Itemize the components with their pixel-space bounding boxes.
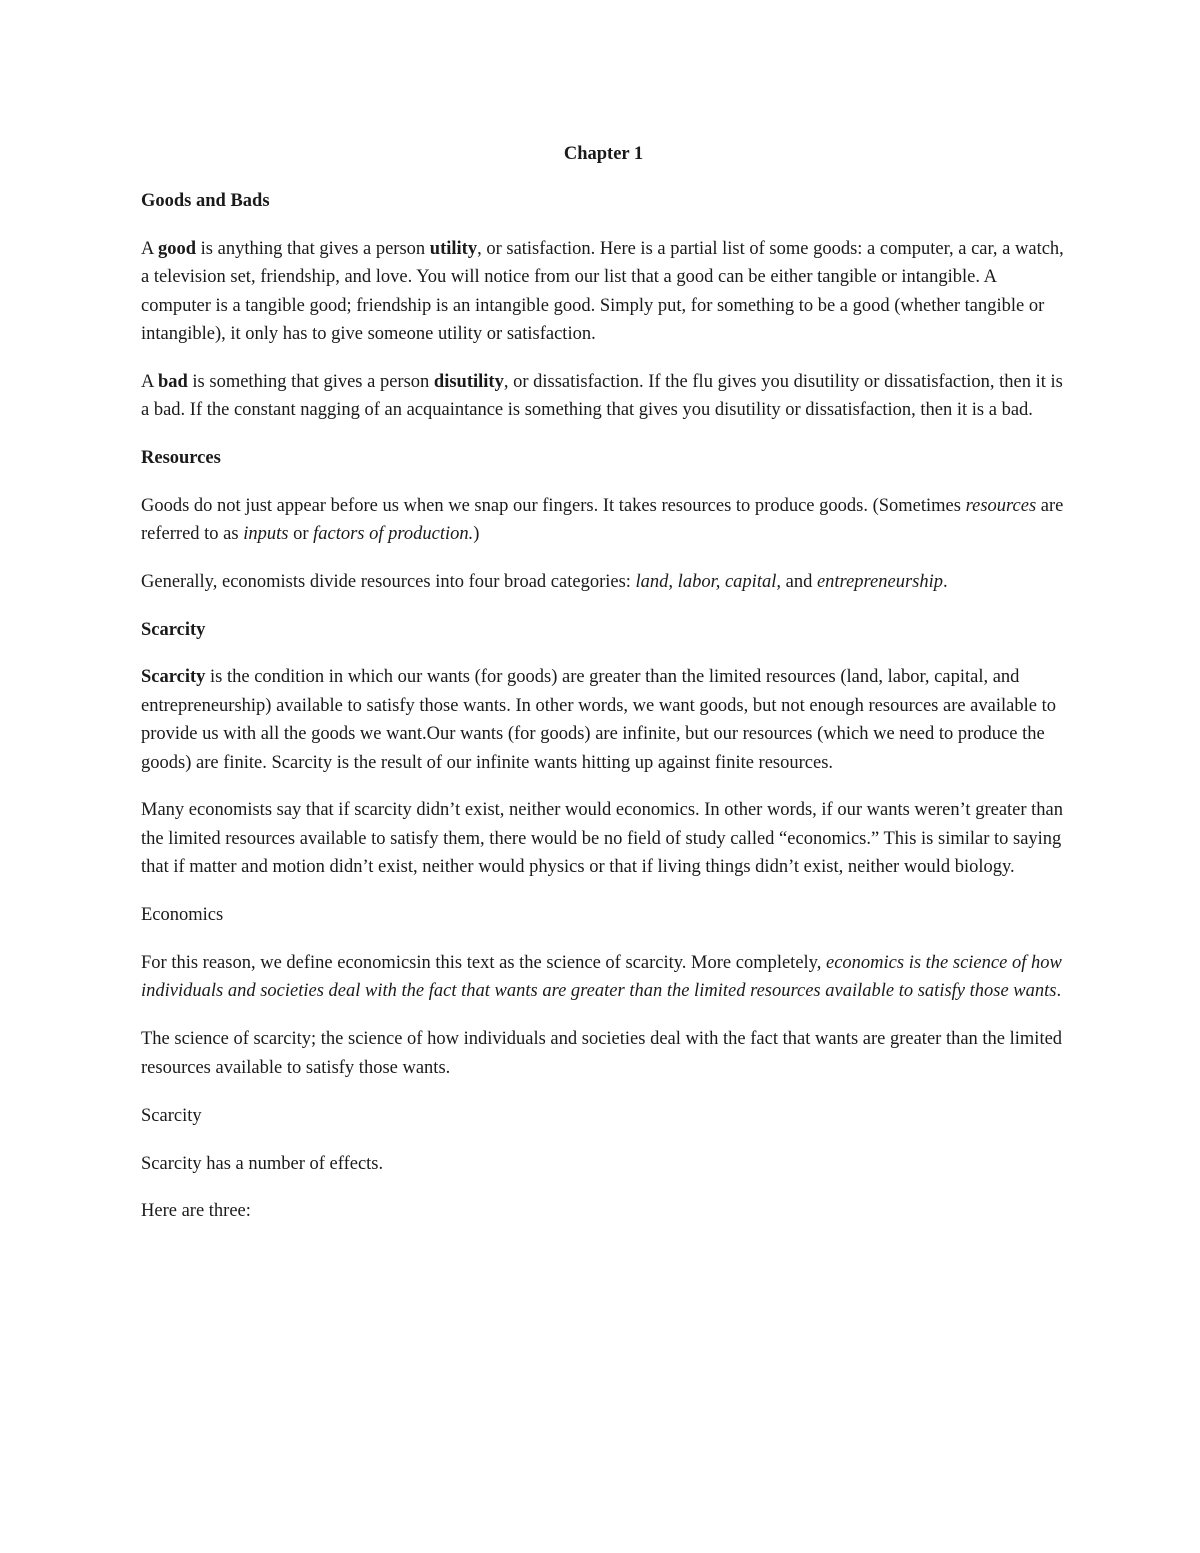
paragraph-bad-definition — [141, 368, 1066, 425]
section-heading-economics: Economics — [141, 905, 224, 926]
text-run: and — [780, 571, 817, 592]
paragraph-resource-categories — [141, 568, 1066, 596]
text-run: . — [1056, 981, 1062, 1002]
text-run: , or dissatisfaction. If the flu gives you disutility or dissatisfaction, then it is a bad. If the constant nagging of an acquaintance is something that gives you disutility or dissatisfaction, then it is a bad. — [141, 371, 1063, 421]
paragraph-scarcity-effects: Scarcity has a number of effects. — [141, 1153, 384, 1174]
paragraph-resources-intro — [141, 492, 1066, 549]
text-run: , or satisfaction. Here is a partial list of some goods: a computer, a car, a watch, a television set, friendship, and love. You will notice from our list that a good can be either tangible or intangible. A computer is a tangible good; friendship is an intangible good. Simply put, for something to be a good (whether tangible or intangible), it only has to give someone utility or satisfaction. — [141, 238, 1064, 345]
italic-economics-definition: economics is the science of how individuals and societies deal with the fact that wants are greater than the limited resources available to satisfy those wants — [141, 953, 1062, 1002]
italic-term-inputs: inputs — [243, 524, 289, 545]
text-run: Goods do not just appear before us when we snap our fingers. It takes resources to produce goods. (Sometimes — [141, 495, 966, 516]
bold-term-scarcity: Scarcity — [141, 667, 206, 688]
text-run: Generally, economists divide resources into four broad categories: — [141, 571, 636, 592]
section-heading-scarcity: Scarcity — [141, 619, 206, 640]
section-heading-scarcity-effects: Scarcity — [141, 1105, 202, 1126]
paragraph-science-of-scarcity: The science of scarcity; the science of how individuals and societies deal with the fact that wants are greater than the limited resources available to satisfy those wants. — [141, 1029, 1063, 1078]
text-run: ) — [473, 524, 480, 545]
section-heading-resources: Resources — [141, 448, 221, 469]
bold-term-bad: bad — [157, 371, 188, 392]
section-heading-goods-and-bads: Goods and Bads — [141, 191, 270, 212]
italic-term-resources: resources — [965, 495, 1037, 516]
italic-term-factors-of-production: factors of production. — [313, 524, 474, 545]
chapter-title: Chapter 1 — [563, 144, 644, 164]
text-run: is anything that gives a person — [196, 238, 430, 259]
text-run: is something that gives a person — [187, 371, 434, 392]
bold-term-utility: utility — [429, 238, 478, 259]
text-run: . — [943, 571, 948, 592]
italic-term-entrepreneurship: entrepreneurship — [816, 571, 944, 592]
text-run: are referred to as — [141, 495, 1064, 545]
paragraph-scarcity-definition — [141, 663, 1066, 777]
paragraph-scarcity-economics: Many economists say that if scarcity didn’t exist, neither would economics. In other words, if our wants weren’t greater than the limited resources available to satisfy them, there would be no field of study called “economics.” This is similar to saying that if matter and motion didn’t exist, neither would physics or that if living things didn’t exist, neither would biology. — [141, 800, 1064, 878]
text-run: A — [141, 371, 158, 392]
bold-term-good: good — [157, 238, 197, 259]
bold-term-disutility: disutility — [433, 371, 504, 392]
paragraph-good-definition — [141, 235, 1066, 349]
paragraph-economics-definition — [141, 949, 1066, 1006]
paragraph-here-are-three: Here are three: — [141, 1201, 251, 1222]
text-run: is the condition in which our wants (for goods) are greater than the limited resources (land, labor, capital, and entrepreneurship) available to satisfy those wants. In other words, we want goods, but not enough resources are available to provide us with all the goods we want.Our wants (for goods) are infinite, but our resources (which we need to produce the goods) are finite. Scarcity is the result of our infinite wants hitting up against finite resources. — [141, 667, 1056, 773]
text-run: or — [288, 524, 314, 545]
text-run: A — [141, 238, 158, 259]
italic-term-categories: land, labor, capital, — [635, 571, 781, 592]
document-body — [141, 140, 1066, 1245]
text-run: For this reason, we define economicsin this text as the science of scarcity. More completely, — [141, 953, 826, 974]
